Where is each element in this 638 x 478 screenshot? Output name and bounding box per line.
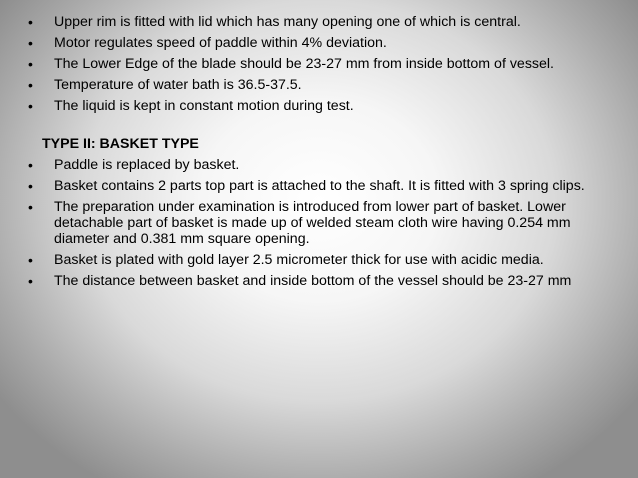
section-heading: TYPE II: BASKET TYPE <box>42 136 199 152</box>
list-item <box>0 56 638 72</box>
list-item <box>0 14 638 30</box>
bullet-icon: • <box>28 199 33 215</box>
bullet-icon: • <box>28 14 33 30</box>
bullet-icon: • <box>28 252 33 268</box>
list-item <box>0 252 638 268</box>
bullet-icon: • <box>28 98 33 114</box>
list-item-text: Temperature of water bath is 36.5-37.5. <box>54 77 302 93</box>
second-bullet-list <box>0 157 638 294</box>
list-item-text: Basket contains 2 parts top part is attached to the shaft. It is fitted with 3 spring clips. <box>54 178 585 194</box>
list-item-text: Basket is plated with gold layer 2.5 micrometer thick for use with acidic media. <box>54 252 544 268</box>
list-item-text: The Lower Edge of the blade should be 23-27 mm from inside bottom of vessel. <box>54 56 554 72</box>
list-item <box>0 77 638 93</box>
bullet-icon: • <box>28 273 33 289</box>
first-bullet-list <box>0 14 638 119</box>
list-item-text: Upper rim is fitted with lid which has many opening one of which is central. <box>54 14 521 30</box>
list-item-text: The preparation under examination is introduced from lower part of basket. Lower detachable part of basket is made up of welded steam cloth wire having 0.254 mm diameter and 0.381 mm square opening. <box>54 199 571 247</box>
list-item <box>0 273 638 289</box>
list-item-text: The liquid is kept in constant motion during test. <box>54 98 354 114</box>
bullet-icon: • <box>28 157 33 173</box>
list-item <box>0 157 638 173</box>
bullet-icon: • <box>28 77 33 93</box>
list-item <box>0 178 638 194</box>
bullet-icon: • <box>28 178 33 194</box>
list-item <box>0 35 638 51</box>
bullet-icon: • <box>28 35 33 51</box>
list-item-text: The distance between basket and inside bottom of the vessel should be 23-27 mm <box>54 273 572 289</box>
list-item-text: Paddle is replaced by basket. <box>54 157 240 173</box>
bullet-icon: • <box>28 56 33 72</box>
list-item-text: Motor regulates speed of paddle within 4% deviation. <box>54 35 387 51</box>
list-item <box>0 199 638 247</box>
list-item <box>0 98 638 114</box>
